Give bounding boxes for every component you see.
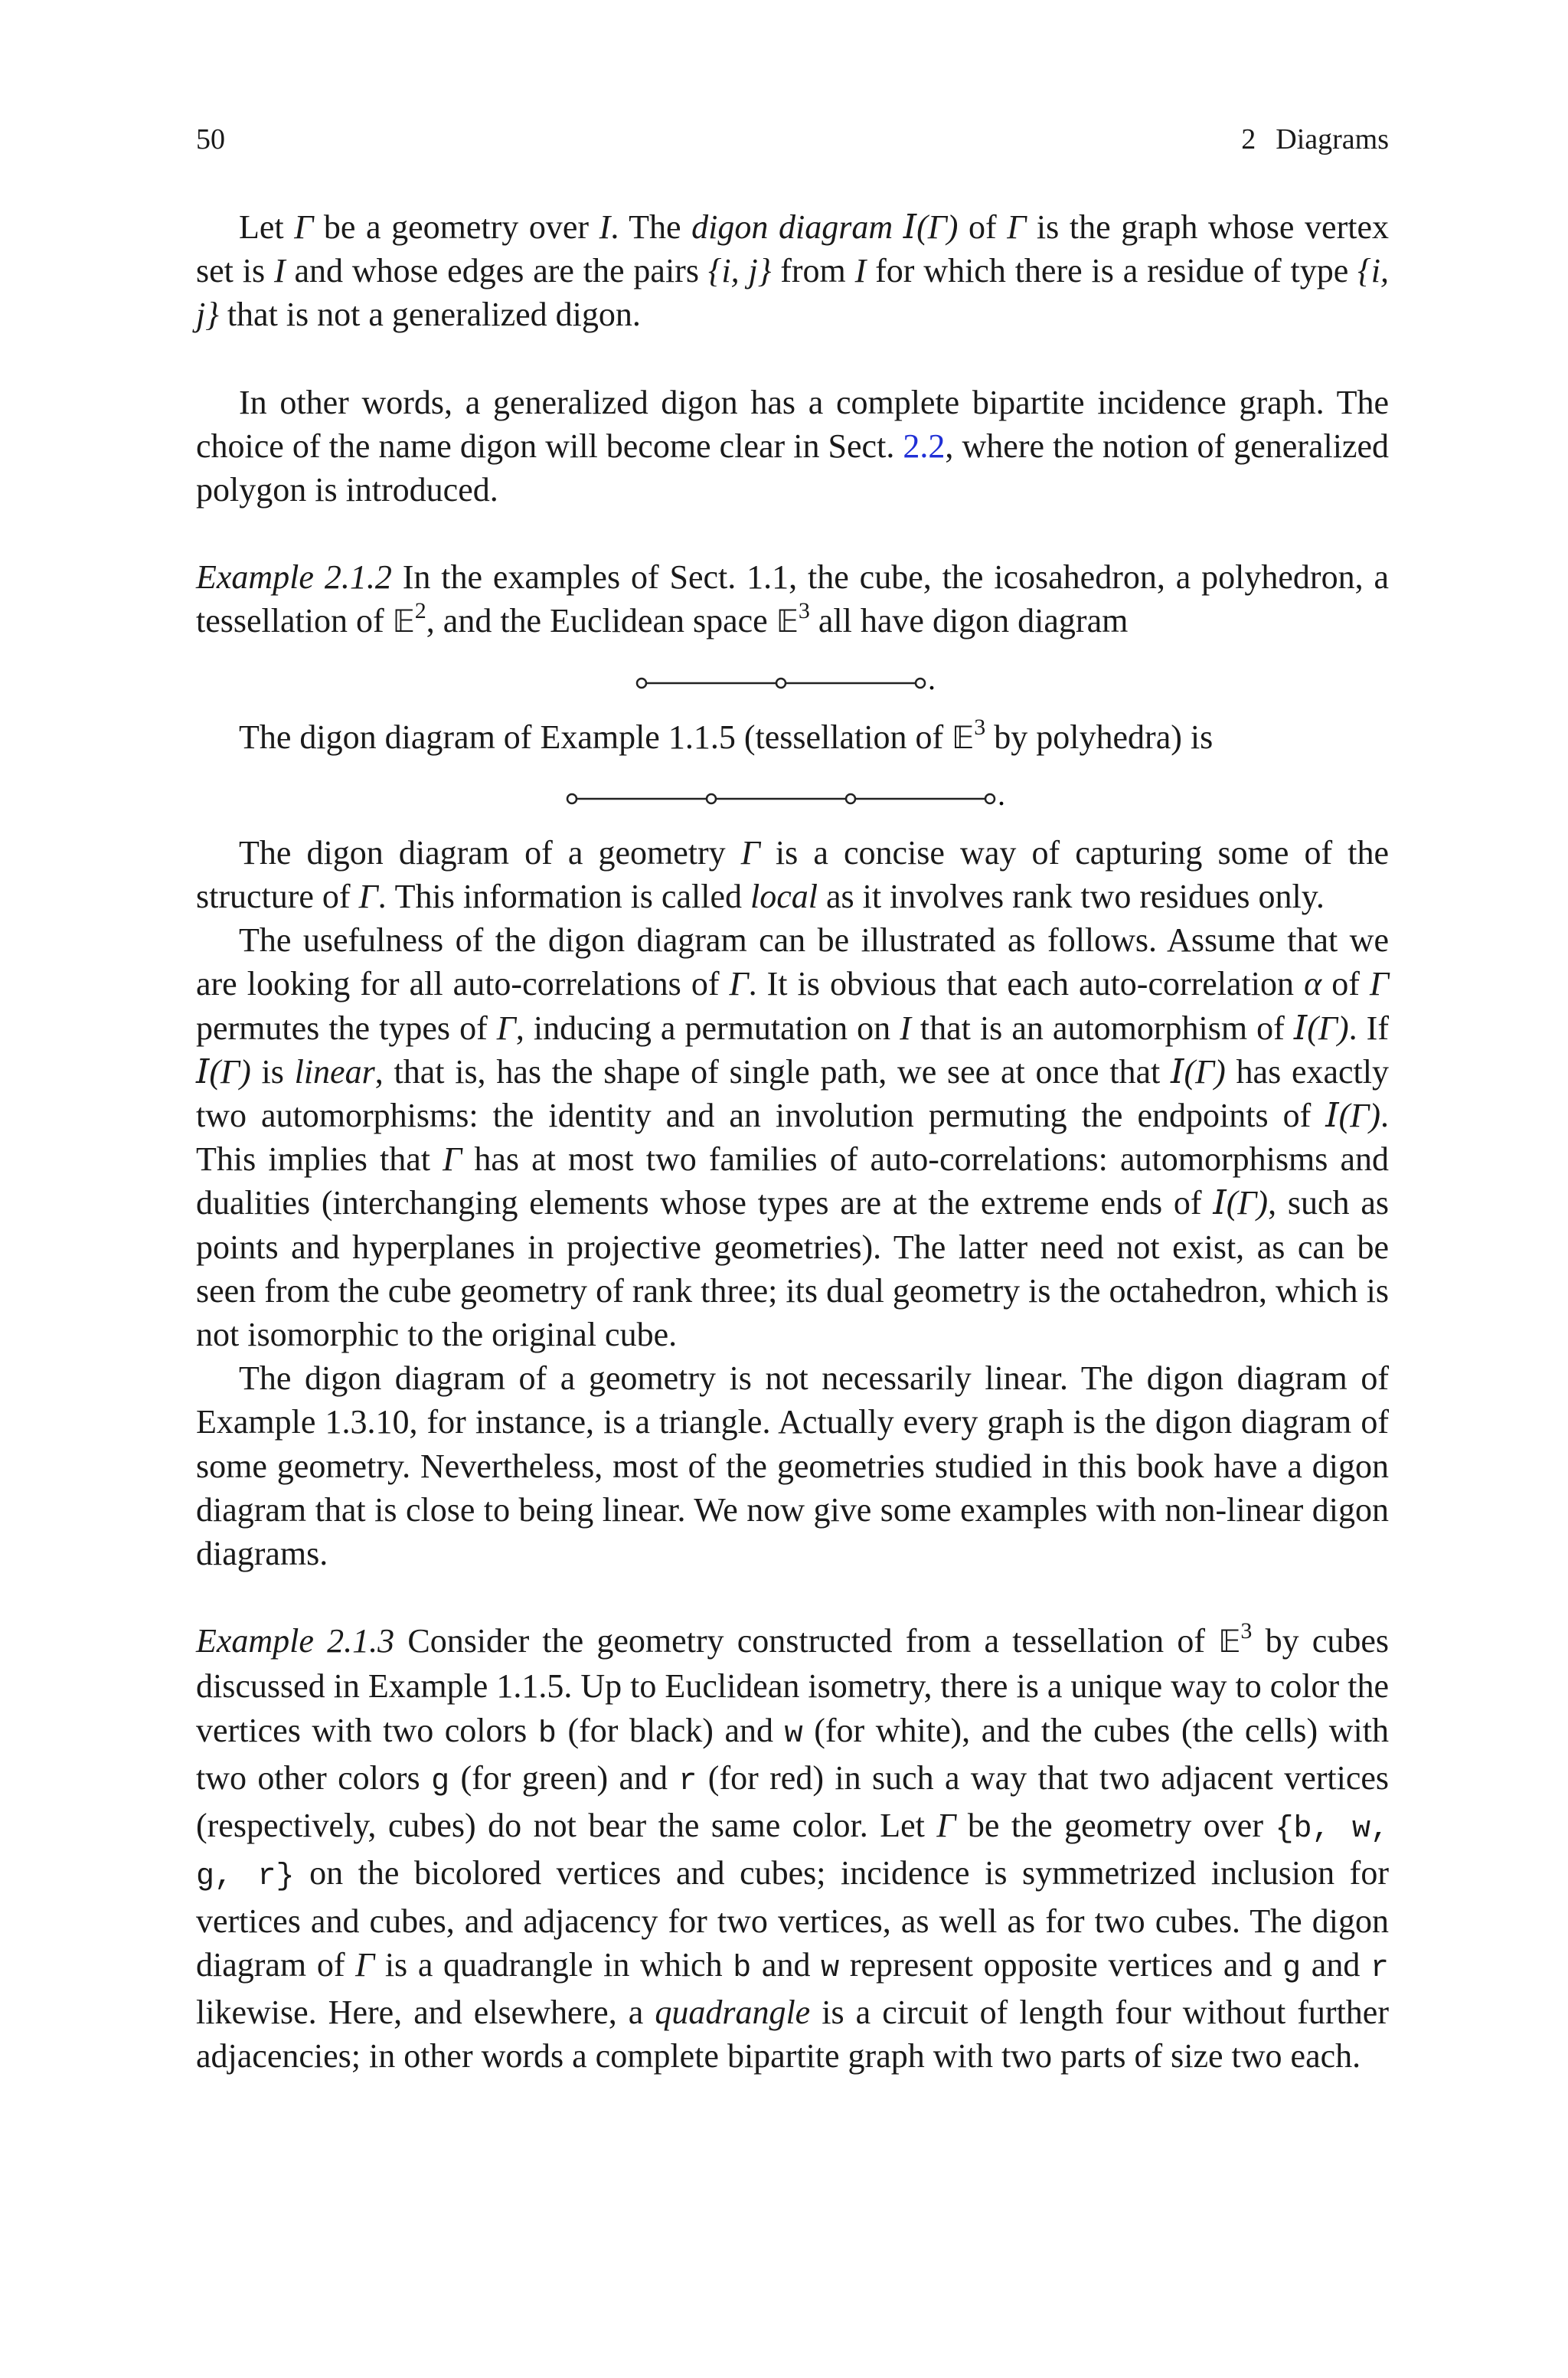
chapter-number: 2: [1241, 123, 1256, 155]
body-text: [196, 205, 1389, 2078]
diagram-period: .: [998, 777, 1005, 812]
paragraph: The digon diagram of Example 1.1.5 (tessellation of 𝔼$^3$ by polyhedra) is: [239, 714, 1214, 756]
linear-diagram-3-nodes: [196, 645, 1389, 715]
example-2-1-3: Example 2.1.3 Consider the geometry constructed from a tessellation of 𝔼$^3$ by cubes discussed in Example 1.1.5. Up to Euclidean isometry, there is a unique way to color the vertices with two colors b (for black) and w (for white), and the cubes (the cells) with two other colors g (for green) and r (for red) in such a way that two adjacent vertices (respectively, cubes) do not bear the same color. Let Γ be the geometry over {b, w, g, r} on the bicolored vertices and cubes; incidence is symmetrized inclusion for vertices and cubes, and adjacency for two vertices, as well as for two cubes. The digon diagram of Γ is a quadrangle in which b and w represent opposite vertices and g and r likewise. Here, and elsewhere, a quadrangle is a circuit of length four without further adjacencies; in other words a complete bipartite graph with two parts of size two each.: [196, 1618, 1390, 2075]
diagram-node: [985, 794, 995, 803]
diagram-period: .: [928, 661, 936, 696]
diagram-node: [776, 679, 786, 688]
linear-diagram-4-nodes: [196, 761, 1389, 831]
paragraph: The usefulness of the digon diagram can be illustrated as follows. Assume that we are looking for all auto-correlations of Γ. It is obvious that each auto-correlation α of Γ permutes the types of Γ, inducing a permutation on I that is an automorphism of I(Γ). If I(Γ) is linear, that is, has the shape of single path, we see at once that I(Γ) has exactly two automorphisms: the identity and an involution permuting the endpoints of I(Γ). This implies that Γ has at most two families of auto-correlations: automorphisms and dualities (interchanging elements whose types are at the extreme ends of I(Γ), such as points and hyperplanes in projective geometries). The latter need not exist, as can be seen from the cube geometry of rank three; its dual geometry is the octahedron, which is not isomorphic to the original cube.: [196, 921, 1389, 1354]
diagram-node: [707, 794, 716, 803]
diagram-node: [846, 794, 855, 803]
definition-paragraph: Let Γ be a geometry over I. The digon diagram I(Γ) of Γ is the graph whose vertex set is I and whose edges are the pairs {i, j} from I for which there is a residue of type {i, j} that is not a generalized digon.: [196, 208, 1389, 334]
example-label: Example 2.1.3: [196, 1622, 395, 1660]
example-label: Example 2.1.2: [196, 558, 392, 597]
chapter-heading: [1241, 123, 1389, 156]
diagram-node: [567, 794, 577, 803]
running-header: [196, 123, 1389, 161]
section-link[interactable]: 2.2: [903, 427, 946, 465]
example-2-1-2: Example 2.1.2 In the examples of Sect. 1.1, the cube, the icosahedron, a polyhedron, a tessellation of 𝔼$^2$, and the Euclidean space 𝔼$^3$ all have digon diagram: [196, 558, 1389, 640]
paragraph: The digon diagram of a geometry Γ is a concise way of capturing some of the structure of Γ. This information is called local as it involves rank two residues only.: [196, 833, 1389, 916]
diagram-node: [637, 679, 646, 688]
page-number: 50: [196, 123, 225, 155]
chapter-title: Diagrams: [1276, 123, 1389, 155]
paragraph: The digon diagram of a geometry is not necessarily linear. The digon diagram of Example 1.3.10, for instance, is a triangle. Actually every graph is the digon diagram of some geometry. Nevertheless, most of the geometries studied in this book have a digon diagram that is close to being linear. We now give some examples with non-linear digon diagrams.: [196, 1359, 1389, 1573]
diagram-node: [916, 679, 925, 688]
paragraph: In other words, a generalized digon has a complete bipartite incidence graph. The choice of the name digon will become clear in Sect. 2.2, where the notion of generalized polygon is introduced.: [196, 383, 1390, 509]
